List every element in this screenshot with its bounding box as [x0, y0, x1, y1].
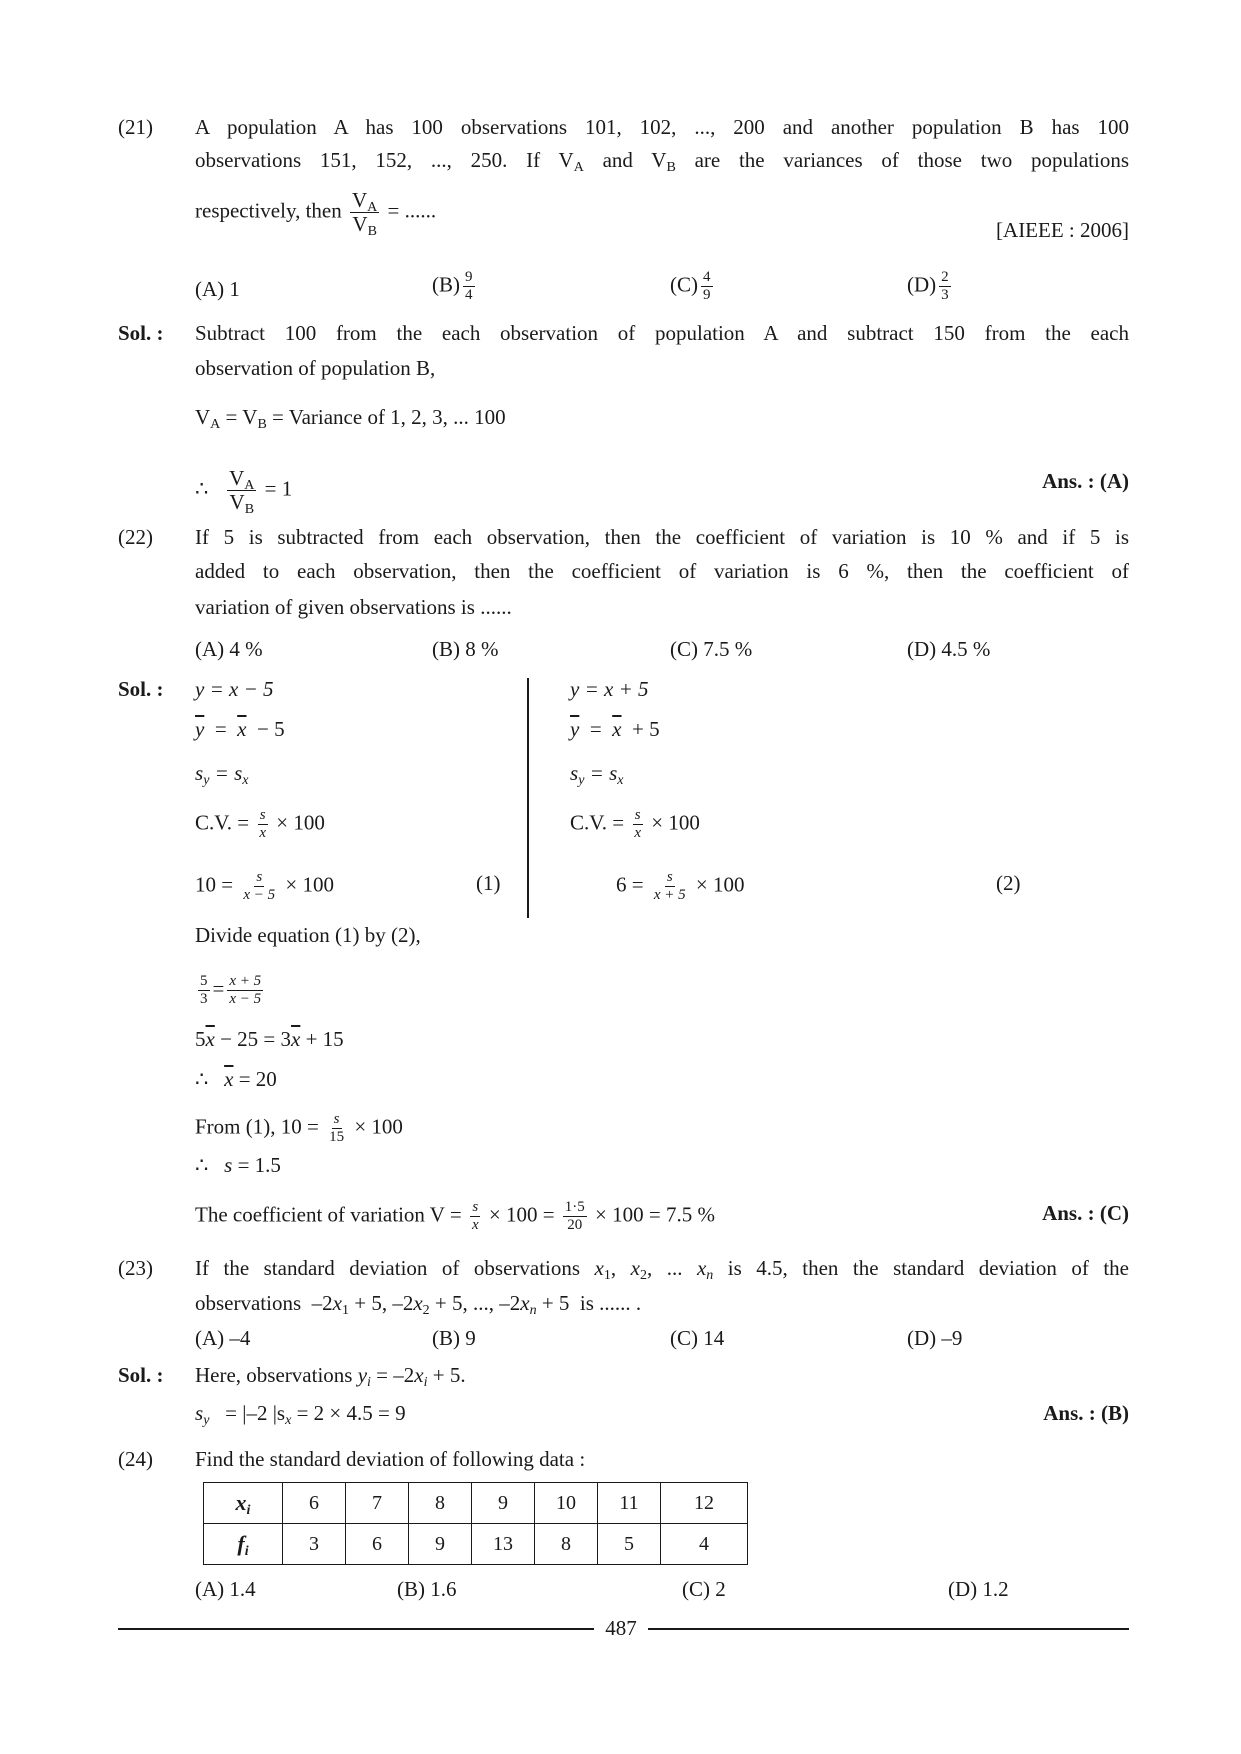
equation: $\overline{y} = \overline{x} - 5$	[195, 717, 285, 741]
question-text: added to each observation, then the coefficient of variation is 6 %, then the coefficient of	[195, 559, 1129, 583]
equation: y = x + 5	[570, 677, 649, 701]
question-text: If 5 is subtracted from each observation, then the coefficient of variation is 10 % and if 5 is	[195, 525, 1129, 549]
table-cell: 6	[283, 1483, 346, 1524]
question-text: respectively, then $\frac{V_A}{V_B}$ = ......	[195, 188, 437, 239]
question-number: (22)	[118, 525, 153, 549]
equation: y = x − 5	[195, 677, 274, 701]
table-cell: 10	[535, 1483, 598, 1524]
footer-rule	[648, 1628, 1129, 1630]
table-cell: 7	[346, 1483, 409, 1524]
table-cell: 9	[472, 1483, 535, 1524]
option-c: (C) $\frac{4}{9}$	[670, 269, 711, 303]
equation: C.V. = $\frac{s}{x}$ × 100	[570, 807, 700, 841]
question-number: (24)	[118, 1447, 153, 1471]
option-b: (B) $\frac{9}{4}$	[432, 269, 473, 303]
page-number: 487	[605, 1616, 637, 1640]
option-a: (A) 1	[195, 277, 240, 301]
equation-tag: (2)	[996, 871, 1021, 895]
equation: ∴ s = 1.5	[195, 1153, 281, 1177]
table-cell: 3	[283, 1524, 346, 1565]
question-text: If the standard deviation of observations $x_1$, $x_2$, ... $x_n$ is 4.5, then the standard deviation of the	[195, 1256, 1130, 1283]
solution-label: Sol. :	[118, 321, 164, 345]
equation-tag: (1)	[476, 871, 501, 895]
equation: $s_y = s_x$	[570, 761, 624, 788]
solution-text: $s_y$ = |–2 $|s_x = 2 \times 4.5 = 9$	[195, 1401, 406, 1428]
table-cell: 4	[661, 1524, 748, 1565]
option-c: (C) 14	[670, 1326, 725, 1350]
equation: $5\overline{x} - 25 = 3\overline{x} + 15$	[195, 1027, 344, 1051]
equation: $s_y = s_x$	[195, 761, 249, 788]
table-row	[204, 1524, 748, 1565]
question-number: (23)	[118, 1256, 153, 1280]
equation: $\frac{5}{3}$ = $\frac{x + 5}{x - 5}$	[200, 973, 262, 1007]
option-b: (B) 8 %	[432, 637, 499, 661]
solution-text: observation of population B,	[195, 356, 436, 380]
equation: 6 = $\frac{s}{x + 5}$ × 100	[616, 869, 745, 903]
solution-text: Subtract 100 from the each observation of population A and subtract 150 from the each	[195, 321, 1129, 345]
table-cell: 5	[598, 1524, 661, 1565]
table-header-cell: $x_i$	[204, 1483, 283, 1524]
solution-text: $V_A = V_B$ = Variance of 1, 2, 3, ... 100	[195, 405, 506, 432]
table-cell: 9	[409, 1524, 472, 1565]
equation: $\overline{y} = \overline{x} + 5$	[570, 717, 660, 741]
solution-text: Here, observations $y_i = -2x_i + 5$.	[195, 1363, 466, 1390]
option-c: (C) 2	[682, 1577, 726, 1601]
solution-label: Sol. :	[118, 1363, 164, 1387]
table-cell: 12	[661, 1483, 748, 1524]
solution-text: The coefficient of variation V = $\frac{s}{x}$ × 100 = $\frac{1\cdot 5}{20}$ × 100 = 7.5 %	[195, 1199, 715, 1233]
option-b: (B) 9	[432, 1326, 476, 1350]
table-cell: 8	[535, 1524, 598, 1565]
frequency-table	[203, 1482, 748, 1565]
question-text: A population A has 100 observations 101, 102, ..., 200 and another population B has 100	[195, 115, 1129, 139]
question-text: observations $-2x_1 + 5$, $-2x_2 + 5$, ..., $-2x_n + 5$ is ...... .	[195, 1291, 642, 1318]
exam-source: [AIEEE : 2006]	[996, 218, 1129, 242]
question-text: Find the standard deviation of following data :	[195, 1447, 586, 1471]
equation: ∴ $\overline{x} = 20$	[195, 1067, 277, 1091]
equation: C.V. = $\frac{s}{x}$ × 100	[195, 807, 325, 841]
answer: Ans. : (A)	[1042, 469, 1129, 493]
option-a: (A) 4 %	[195, 637, 263, 661]
table-row	[204, 1483, 748, 1524]
option-a: (A) –4	[195, 1326, 251, 1350]
table-cell: 8	[409, 1483, 472, 1524]
column-divider	[527, 678, 529, 918]
option-c: (C) 7.5 %	[670, 637, 753, 661]
option-b: (B) 1.6	[397, 1577, 457, 1601]
option-d: (D) 4.5 %	[907, 637, 991, 661]
answer: Ans. : (B)	[1043, 1401, 1129, 1425]
question-text: variation of given observations is ......	[195, 595, 512, 619]
table-cell: 11	[598, 1483, 661, 1524]
question-number: (21)	[118, 115, 153, 139]
ratio-fraction: $\frac{V_A}{V_B}$	[352, 188, 378, 239]
table-cell: 6	[346, 1524, 409, 1565]
table-header-cell: $f_i$	[204, 1524, 283, 1565]
solution-text: Divide equation (1) by (2),	[195, 923, 421, 947]
equation: From (1), 10 = $\frac{s}{15}$ × 100	[195, 1111, 403, 1145]
answer: Ans. : (C)	[1042, 1201, 1129, 1225]
equation: 10 = $\frac{s}{x - 5}$ × 100	[195, 869, 334, 903]
option-a: (A) 1.4	[195, 1577, 256, 1601]
table-cell: 13	[472, 1524, 535, 1565]
solution-label: Sol. :	[118, 677, 164, 701]
solution-text: ∴ $\frac{V_A}{V_B}$ = 1	[195, 466, 293, 517]
footer-rule	[118, 1628, 594, 1630]
option-d: (D) 1.2	[948, 1577, 1009, 1601]
option-d: (D) $\frac{2}{3}$	[907, 269, 949, 303]
question-text: observations 151, 152, ..., 250. If $V_A$ and $V_B$ are the variances of those two populations	[195, 148, 1130, 175]
option-d: (D) –9	[907, 1326, 963, 1350]
